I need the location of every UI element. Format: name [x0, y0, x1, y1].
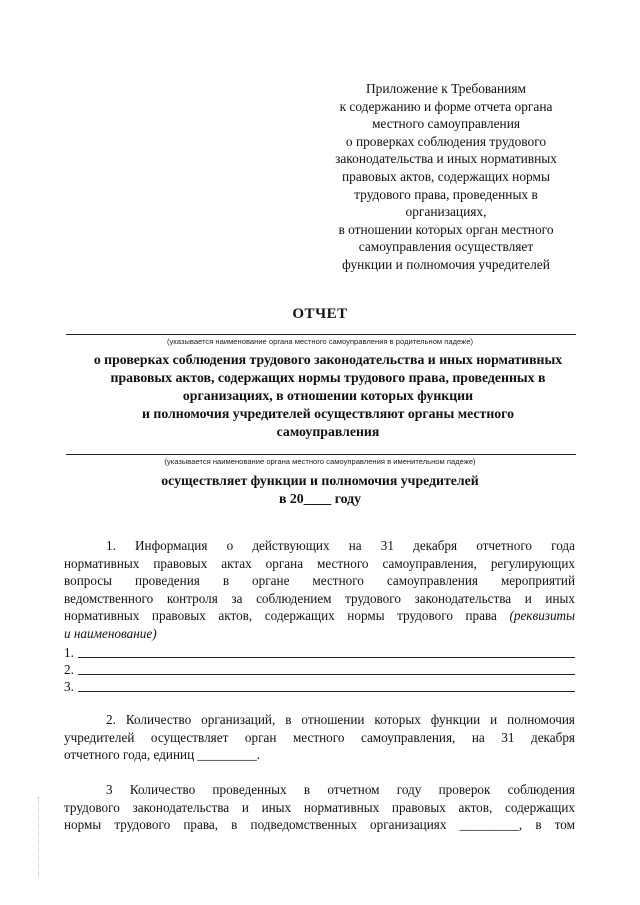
section-3-line: 3 Количество проведенных в отчетном году проверок соблюдения [106, 782, 575, 797]
list-item [64, 678, 575, 695]
section-2 [64, 711, 575, 764]
section-2-line: 2. Количество организаций, в отношении которых функции и полномочия [106, 712, 575, 727]
subject-line: о проверках соблюдения трудового законодательства и иных нормативных [93, 352, 563, 367]
subject-line: и полномочия учредителей осуществляют органы местного [142, 406, 514, 421]
subtitle-line-year: в 20____ году [278, 491, 362, 506]
report-subject [48, 351, 608, 441]
fill-line [78, 657, 575, 658]
appendix-line: правовых актов, содержащих нормы [342, 168, 550, 184]
list-item-number: 1. [64, 645, 74, 660]
section-1-line: ведомственного контроля за соблюдением трудового законодательства и иных [64, 590, 575, 606]
appendix-line: законодательства и иных нормативных [335, 151, 557, 167]
section-2-line: отчетного года, единиц _________. [64, 747, 261, 763]
list-item-number: 2. [64, 662, 74, 677]
fill-line [78, 691, 575, 692]
appendix-line: о проверках соблюдения трудового [345, 133, 547, 149]
section-3-line: нормы трудового права, в подведомственных организациях _________, в том [64, 817, 575, 833]
appendix-header [312, 80, 580, 274]
fill-line-organ-genitive [66, 334, 576, 335]
appendix-line: в отношении которых орган местного [338, 221, 554, 237]
section-3-line: трудового законодательства и иных нормативных правовых актов, содержащих [64, 799, 575, 815]
hint-nominative: (указывается наименование органа местного самоуправления в именительном падеже) [164, 457, 476, 466]
subject-line: организациях, в отношении которых функции [182, 388, 474, 403]
subject-line: самоуправления [276, 424, 380, 439]
appendix-line: функции и полномочия учредителей [342, 256, 550, 272]
list-item [64, 661, 575, 678]
section-3 [64, 781, 575, 834]
subtitle-line: осуществляет функции и полномочия учредителей [161, 473, 479, 488]
appendix-line: Приложение к Требованиям [366, 81, 526, 96]
section-2-line: учредителей осуществляет орган местного самоуправления, на 31 декабря [64, 729, 575, 745]
section-1-line: 1. Информация о действующих на 31 декабря отчетного года [106, 538, 575, 553]
list-item [64, 644, 575, 661]
appendix-line: к содержанию и форме отчета органа [339, 98, 553, 114]
report-subtitle [0, 472, 640, 508]
appendix-line: трудового права, проведенных в [354, 186, 538, 202]
fill-line [78, 674, 575, 675]
appendix-line: организациях, [405, 204, 487, 220]
section-1 [64, 537, 575, 643]
list-item-number: 3. [64, 679, 74, 694]
subject-line: правовых актов, содержащих нормы трудового права, проведенных в [110, 370, 546, 385]
hint-genitive: (указывается наименование органа местного самоуправления в родительном падеже) [166, 337, 473, 346]
fill-line-organ-nominative [66, 454, 576, 455]
appendix-line: местного самоуправления [371, 116, 521, 132]
scan-margin-mark [38, 797, 40, 877]
appendix-line: самоуправления осуществляет [358, 239, 534, 255]
section-1-line: нормативных правовых актах органа местного самоуправления, регулирующих [64, 555, 575, 571]
section-1-line: нормативных правовых актов, содержащих нормы трудового права [64, 608, 497, 624]
report-title: ОТЧЕТ [292, 306, 348, 322]
section-1-line: вопросы проведения в органе местного самоуправления мероприятий [64, 573, 575, 589]
section-1-line-with-tail [64, 607, 575, 625]
section-1-italic-line: и наименование) [64, 625, 157, 641]
section-1-italic-tail: (реквизиты [509, 608, 575, 624]
